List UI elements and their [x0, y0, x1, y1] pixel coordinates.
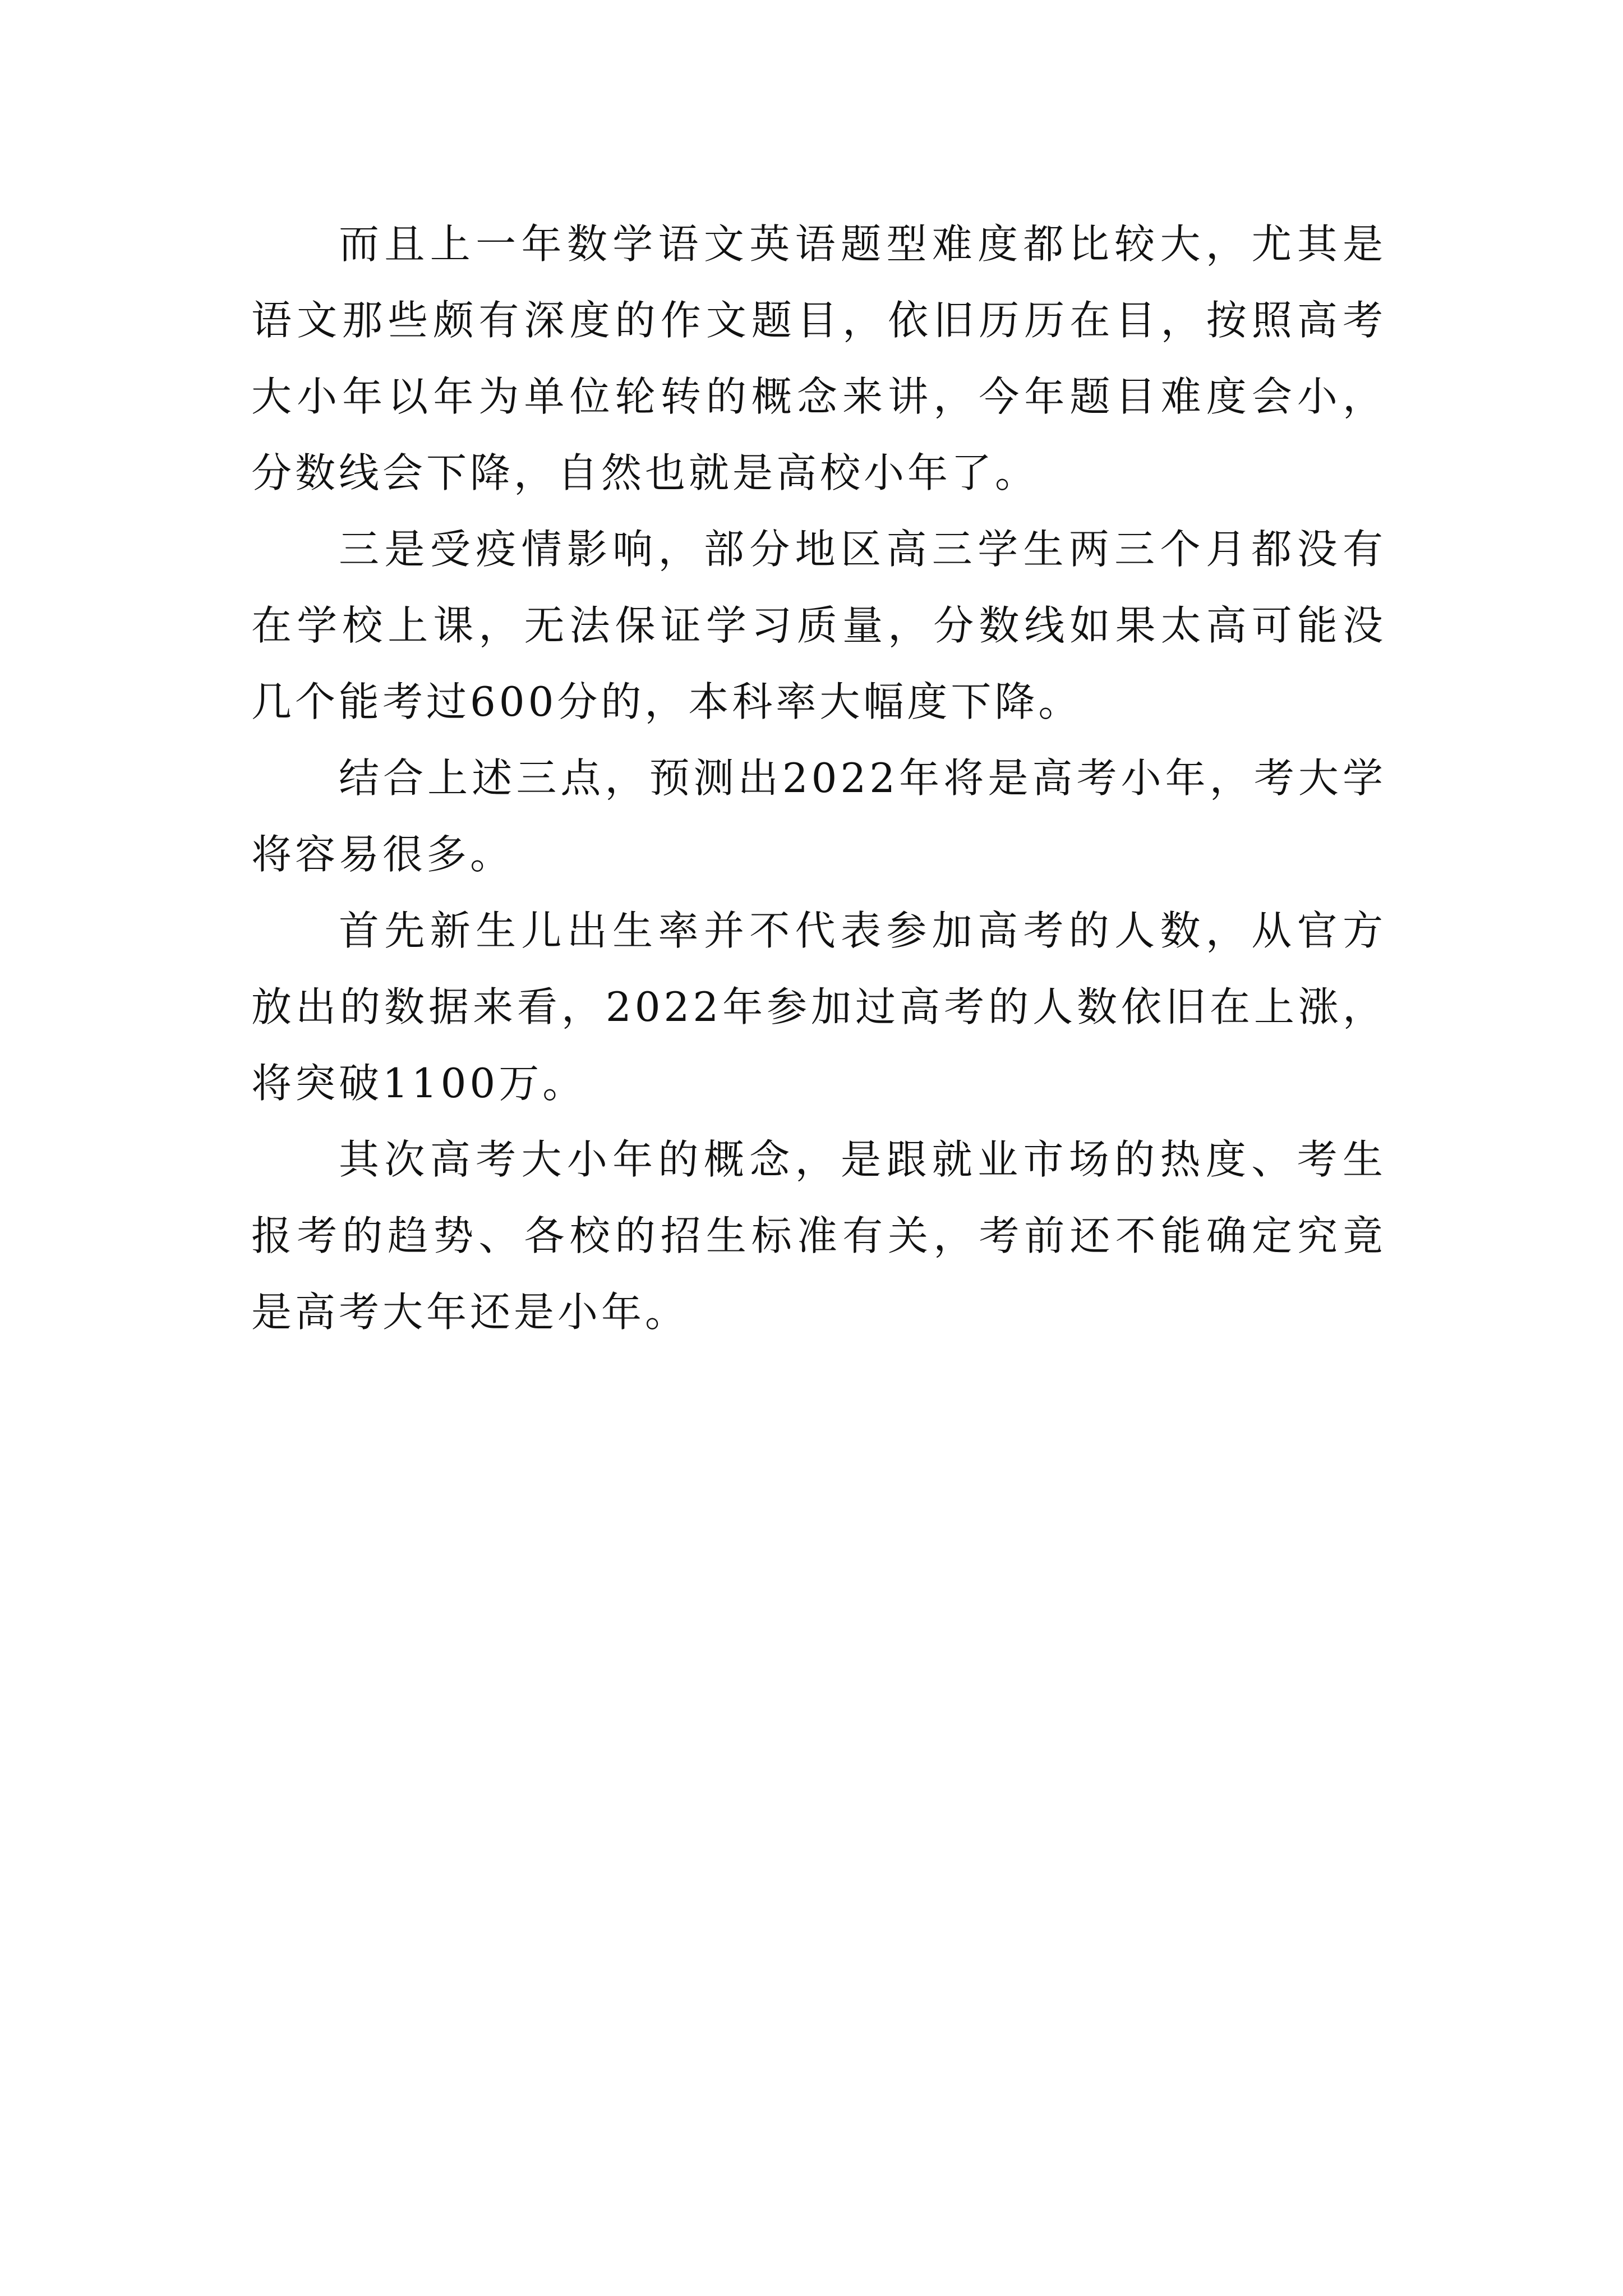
document-body: [251, 206, 1386, 1350]
paragraph-4: 首先新生儿出生率并不代表参加高考的人数，从官方放出的数据来看，2022年参加过高考的人数依旧在上涨，将突破1100万。: [251, 907, 1386, 1107]
paragraph-3: 结合上述三点，预测出2022年将是高考小年，考大学将容易很多。: [251, 754, 1386, 878]
paragraph-1: 而且上一年数学语文英语题型难度都比较大，尤其是语文那些颇有深度的作文题目，依旧历历在目，按照高考大小年以年为单位轮转的概念来讲，今年题目难度会小，分数线会下降，自然也就是高校小年了。: [251, 220, 1386, 496]
paragraph-2: 三是受疫情影响，部分地区高三学生两三个月都没有在学校上课，无法保证学习质量，分数线如果太高可能没几个能考过600分的，本科率大幅度下降。: [251, 526, 1386, 725]
paragraph-5: 其次高考大小年的概念，是跟就业市场的热度、考生报考的趋势、各校的招生标准有关，考前还不能确定究竟是高考大年还是小年。: [251, 1136, 1386, 1336]
